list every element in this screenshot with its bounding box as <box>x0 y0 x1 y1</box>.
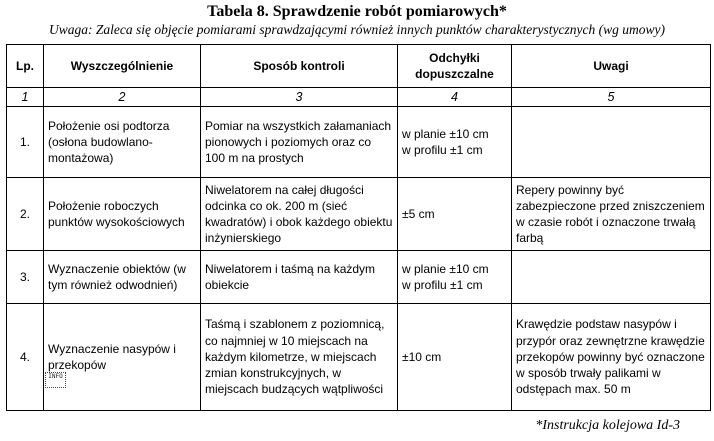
table-note: Uwaga: Zaleca się objęcie pomiarami sprawdzającymi również innych punktów charakterystycznych (wg umowy) <box>48 22 666 37</box>
row-remarks: Krawędzie podstaw nasypów i przypór oraz zewnętrzne krawędzie przekopów powinny być oznaczone w sposób trwały palikami w odstępach max. 50 m <box>512 304 711 411</box>
table-row <box>7 178 711 251</box>
row-remarks <box>512 251 711 304</box>
row-remarks: Repery powinny być zabezpieczone przed zniszczeniem w czasie robót i oznaczone trwałą farbą <box>512 178 711 251</box>
info-stamp: INFO <box>45 372 66 388</box>
inspection-table <box>6 44 711 411</box>
header-item: Wyszczególnienie <box>44 45 201 88</box>
row-remarks <box>512 107 711 178</box>
column-number: 5 <box>512 88 711 107</box>
row-lp: 4. <box>7 304 44 411</box>
column-number: 2 <box>44 88 201 107</box>
row-tolerance: w planie ±10 cm w profilu ±1 cm <box>398 107 512 178</box>
row-tolerance: ±10 cm <box>398 304 512 411</box>
table-title: Tabela 8. Sprawdzenie robót pomiarowych* <box>207 3 507 20</box>
header-lp: Lp. <box>7 45 44 88</box>
table-row <box>7 251 711 304</box>
row-method: Niwelatorem i taśmą na każdym obiekcie <box>201 251 398 304</box>
column-number-row <box>7 88 711 107</box>
table-header-row <box>7 45 711 88</box>
row-item: Położenie osi podtorza (osłona budowlano-montażowa) <box>44 107 201 178</box>
row-item: Wyznaczenie obiektów (w tym również odwodnień) <box>44 251 201 304</box>
header-remarks: Uwagi <box>512 45 711 88</box>
header-tolerance: Odchyłki dopuszczalne <box>398 45 512 88</box>
row-tolerance: ±5 cm <box>398 178 512 251</box>
column-number: 4 <box>398 88 512 107</box>
table-row <box>7 107 711 178</box>
row-item: Wyznaczenie nasypów i przekopów <box>44 304 201 411</box>
header-method: Sposób kontroli <box>201 45 398 88</box>
column-number: 3 <box>201 88 398 107</box>
row-method: Niwelatorem na całej długości odcinka co ok. 200 m (sieć kwadratów) i obok każdego obiektu inżynierskiego <box>201 178 398 251</box>
column-number: 1 <box>7 88 44 107</box>
row-lp: 1. <box>7 107 44 178</box>
row-tolerance: w planie ±10 cm w profilu ±1 cm <box>398 251 512 304</box>
row-item: Położenie roboczych punktów wysokościowych <box>44 178 201 251</box>
row-lp: 2. <box>7 178 44 251</box>
row-lp: 3. <box>7 251 44 304</box>
row-method: Pomiar na wszystkich załamaniach pionowych i poziomych oraz co 100 m na prostych <box>201 107 398 178</box>
table-row <box>7 304 711 411</box>
row-method: Taśmą i szablonem z poziomnicą, co najmniej w 10 miejscach na każdym kilometrze, w miejscach zmian konstrukcyjnych, w miejscach budzących wątpliwości <box>201 304 398 411</box>
source-footnote: *Instrukcja kolejowa Id-3 <box>535 418 680 433</box>
